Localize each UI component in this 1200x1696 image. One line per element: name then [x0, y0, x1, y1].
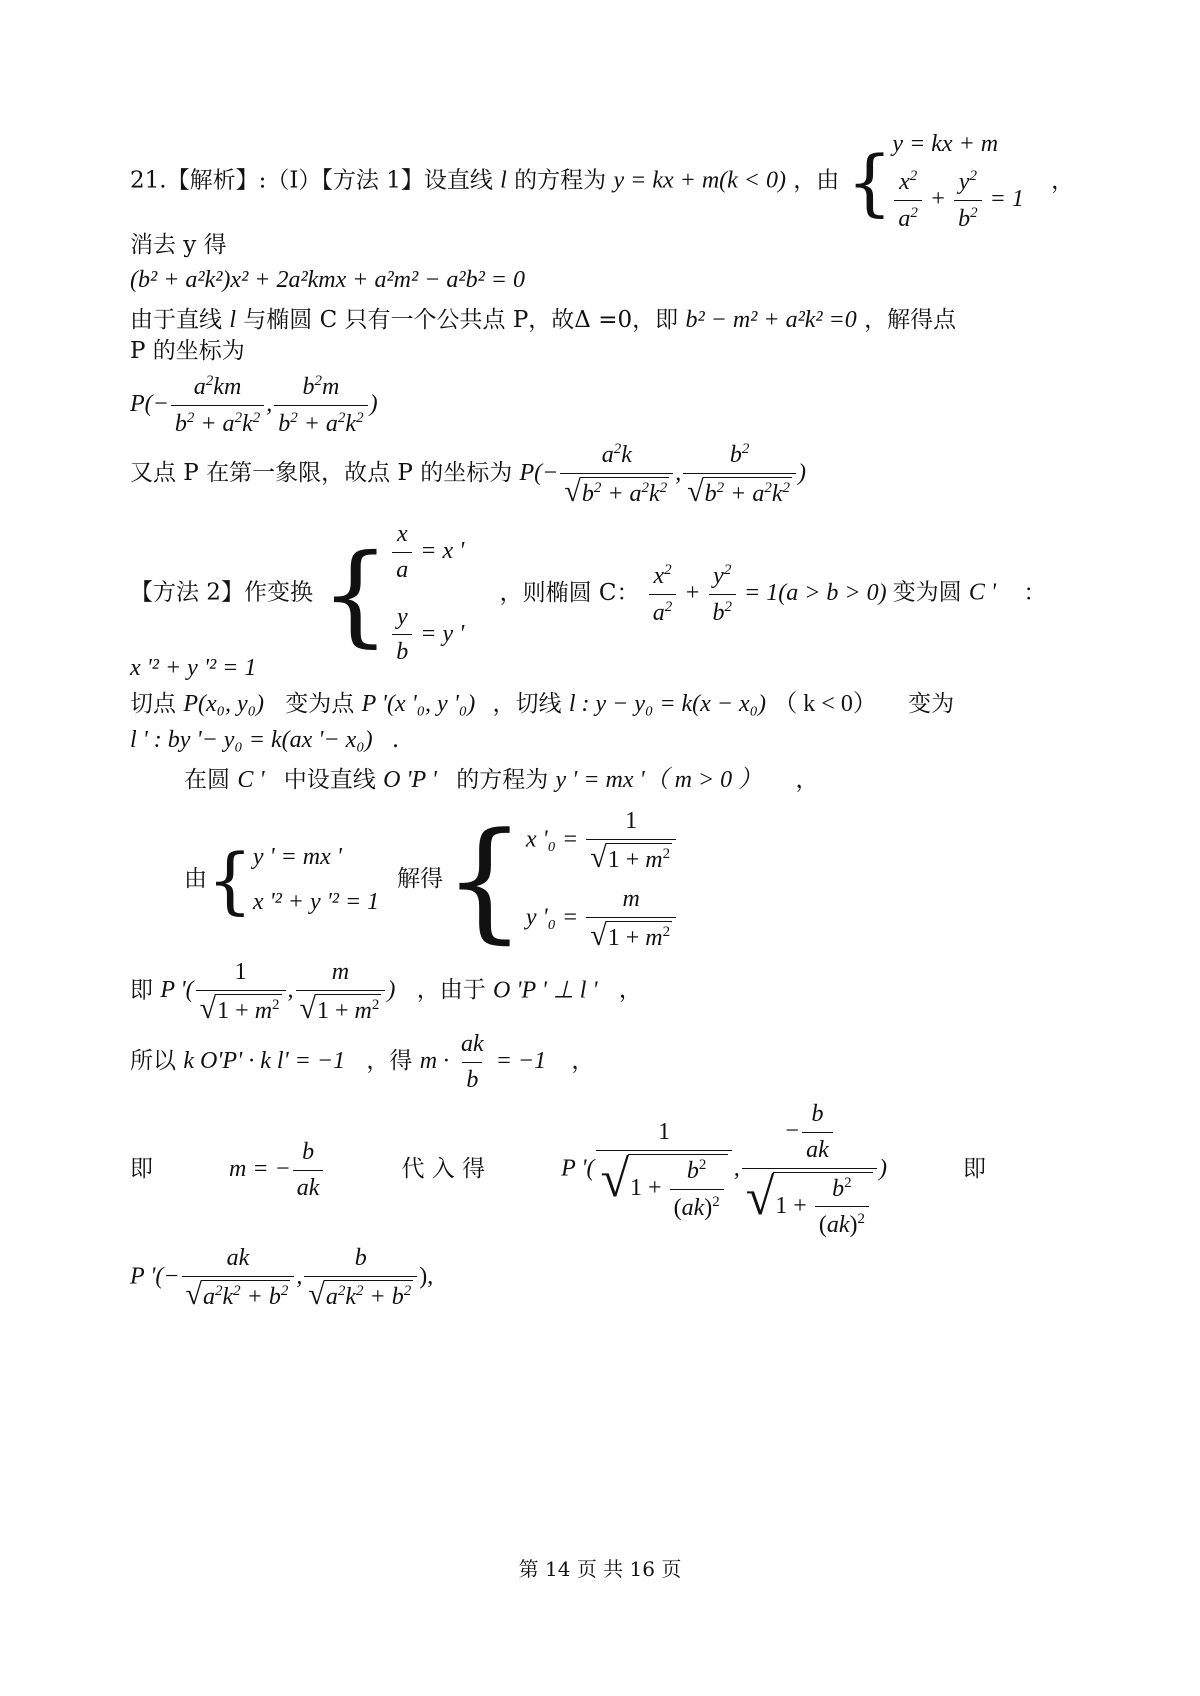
l-prime-eq: l ' : by '− y₀ = k(ax '− x₀)	[130, 727, 373, 753]
solve-line	[184, 802, 678, 958]
tangent-condition-line	[130, 306, 956, 335]
tangent-line-var: l	[229, 307, 236, 333]
ie-text-3: 即	[963, 1156, 986, 1183]
substituted-point: P '( 1 √ 1 + $\frac{b^2}{(ak)^2}$ , − $\frac{b}{ak}$ √ 1 + $\frac{b^2}{(ak)^2}$ )	[561, 1101, 887, 1239]
ellipse-equation: $\frac{x^2}{a^2}$ + $\frac{y^2}{b^2}$ = 1(a > b > 0)	[647, 580, 893, 606]
quadratic-equation: (b² + a²k²)x² + 2a²kmx + a²m² − a²b² = 0	[130, 267, 525, 293]
line-variable: l	[500, 167, 507, 194]
circle-line-text-2: 中设直线	[283, 767, 376, 793]
slope-text-2: ，得	[366, 1047, 413, 1074]
transform-system: { $\frac{x}{a}$ = x ' $\frac{y}{b}$ = y '	[320, 521, 465, 666]
line-equation: y = kx + m(k < 0)	[613, 167, 786, 194]
m-value: m = − $\frac{b}{ak}$	[229, 1138, 325, 1203]
heading-line	[130, 130, 1074, 233]
slope-line: 所以 k O'P' · k l' = −1 ，得 m · $\frac{ak}{b}$ = −1 ，	[130, 1031, 595, 1093]
slope-product: k O'P' · k l' = −1	[183, 1047, 346, 1074]
heading-text: 21.【解析】:（Ⅰ）【方法 1】设直线	[130, 167, 493, 194]
ie-text: 即	[130, 977, 153, 1004]
tangent-point-text: 切点	[130, 691, 176, 717]
tangent-text-2: 与椭圆 C 只有一个公共点 P，故Δ =0，即	[243, 307, 679, 333]
tangent-text: 由于直线	[130, 307, 222, 333]
tangent-line-text: ，切线	[492, 691, 562, 717]
line-ellipse-system: { y = kx + m $\frac{x^2}{a^2}$ + $\frac{y^2}{b^2}$ = 1	[846, 131, 1024, 232]
final-point: P '(− ak √ $a^2k^2 + b^2$ , b √ $a^2k^2 + b^2$ ),	[130, 1245, 434, 1311]
x0-solution: x '₀ = 1 √ $1 + m^2$	[526, 807, 678, 875]
op-line: 在圆 C ' 中设直线 O 'P ' 的方程为 y ' = mx '（ m > 0 ） ，	[184, 767, 819, 793]
circle-line-text: 在圆	[184, 767, 230, 793]
page-footer: 第 14 页 共 16 页	[518, 1557, 682, 1581]
k-condition: （ k < 0）	[773, 691, 877, 717]
transform-y: $\frac{y}{b}$ = y '	[390, 603, 464, 668]
becomes-circle-text: 变为圆	[892, 579, 962, 606]
method-2-text-2: ，则椭圆 C：	[499, 579, 640, 606]
substitute-line	[130, 1100, 986, 1240]
method-2-text: 【方法 2】作变换	[130, 579, 313, 606]
point-p-formula: P(− $\frac{a^2km}{b^2 + a^2k^2}$ , $\frac{b^2m}{b^2 + a^2k^2}$ )	[130, 373, 378, 437]
heading-comma: ，	[1051, 167, 1075, 194]
p-prime-line: 即 P '( 1 √ $1 + m^2$ , m √ $1 + m^2$ ) ，由于 O 'P ' ⊥ l ' ，	[130, 959, 642, 1025]
circle-line-text-3: 的方程为	[456, 767, 549, 793]
you-text: 由	[184, 866, 207, 893]
perp-relation: O 'P ' ⊥ l '	[493, 977, 598, 1004]
quadrant-text: 又点 P 在第一象限，故点 P 的坐标为	[130, 459, 513, 486]
circle-equation: x '² + y '² = 1	[130, 655, 257, 681]
sys2-eq1: y ' = mx '	[252, 844, 342, 871]
solution-system: { x '₀ = 1 √ $1 + m^2$ y '₀ = m √ $1 + m^2$	[443, 802, 678, 958]
op-line-name: O 'P '	[383, 767, 437, 793]
becomes-text: 变为	[908, 691, 955, 717]
circle-name: C '	[968, 579, 997, 606]
heading-text-2: 的方程为	[514, 167, 607, 194]
l-prime-line	[130, 726, 399, 755]
circle-name-2: C '	[237, 767, 265, 793]
op-equation: y ' = mx '（ m > 0 ）	[555, 767, 763, 793]
system-equation-2: $\frac{x^2}{a^2}$ + $\frac{y^2}{b^2}$ = 1	[892, 167, 1023, 234]
tangent-text-3: ，解得点	[864, 307, 957, 333]
heading-you: ，由	[793, 167, 840, 194]
sys2-eq2: x '² + y '² = 1	[252, 888, 380, 915]
perp-text: ，由于	[416, 977, 486, 1004]
tangent-point: P(x₀, y₀)	[183, 691, 264, 717]
tangent-condition: b² − m² + a²k² =0	[685, 307, 857, 333]
transformed-point: P '(x '₀, y '₀)	[361, 691, 476, 717]
slope-result: m · $\frac{ak}{b}$ = −1	[419, 1031, 547, 1093]
eliminate-y-line: 消去 y 得	[130, 232, 227, 258]
transform-x: $\frac{x}{a}$ = x '	[390, 520, 464, 585]
slope-text: 所以	[130, 1047, 176, 1074]
substitute-text: 代 入 得	[401, 1156, 486, 1183]
ie-text-2: 即	[130, 1156, 153, 1183]
p-prime-point: P '( 1 √ $1 + m^2$ , m √ $1 + m^2$ )	[160, 959, 396, 1025]
first-quadrant-line	[130, 440, 806, 509]
becomes-point-text: 变为点	[285, 691, 355, 717]
method-2-line: 【方法 2】作变换 { $\frac{x}{a}$ = x ' $\frac{y}{b}$ = y ' ，则椭圆 C： $\frac{x^2}{a^2}$ + $\frac{y^2}{b^2}$ = 1(a > b > 0) 变为圆 C ' ：	[130, 521, 1047, 666]
tangent-line-eq: l : y − y₀ = k(x − x₀)	[568, 691, 766, 717]
solve-text: 解得	[397, 866, 444, 893]
coord-intro-line: P 的坐标为	[130, 338, 245, 364]
l-prime-period: .	[391, 727, 400, 753]
op-circle-system: { y ' = mx ' x '² + y '² = 1	[207, 837, 380, 922]
y0-solution: y '₀ = m √ $1 + m^2$	[526, 885, 678, 953]
tangent-point-line	[130, 690, 954, 719]
first-quadrant-point: P(− $a^2k$ √ $b^2 + a^2k^2$ , $b^2$ √ $b^2 + a^2k^2$ )	[519, 441, 807, 508]
system-equation-1: y = kx + m	[892, 131, 999, 157]
